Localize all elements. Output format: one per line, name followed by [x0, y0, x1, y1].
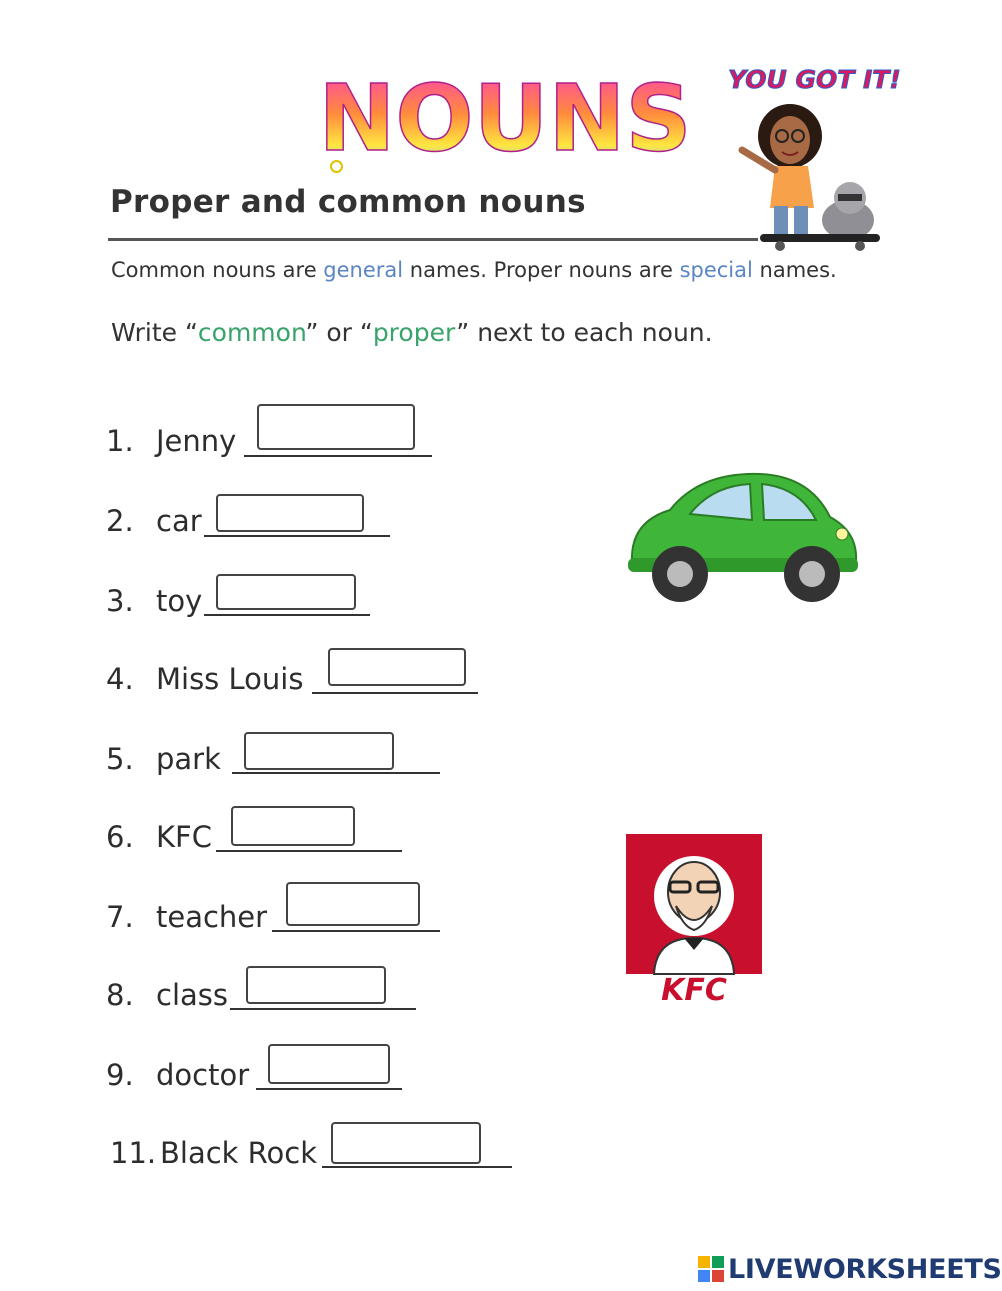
- footer-brand[interactable]: [698, 1254, 1002, 1286]
- answer-underline: [256, 1088, 402, 1090]
- footer-brand-text: LIVEWORKSHEETS: [728, 1254, 1002, 1285]
- item-word: KFC: [156, 820, 212, 854]
- list-item: [106, 662, 303, 696]
- answer-underline: [204, 535, 390, 537]
- you-got-it-sticker: [720, 58, 920, 258]
- divider: [108, 238, 758, 241]
- answer-input-2[interactable]: [216, 494, 364, 532]
- sticker-text: YOU GOT IT!: [728, 65, 901, 94]
- kfc-logo-text: KFC: [661, 973, 727, 1008]
- decorative-dot: [330, 160, 343, 173]
- answer-input-4[interactable]: [328, 648, 466, 686]
- definition-part: names.: [752, 258, 837, 282]
- answer-underline: [322, 1166, 512, 1168]
- answer-input-6[interactable]: [231, 806, 355, 846]
- item-word: Miss Louis: [156, 662, 304, 696]
- title-text: NOUNS: [318, 65, 692, 172]
- answer-input-8[interactable]: [246, 966, 386, 1004]
- answer-input-5[interactable]: [244, 732, 394, 770]
- list-item: [106, 742, 221, 776]
- page-title: [318, 62, 692, 172]
- subtitle: Proper and common nouns: [110, 184, 586, 220]
- answer-input-3[interactable]: [216, 574, 356, 610]
- answer-underline: [232, 772, 440, 774]
- instruction-keyword: proper: [372, 318, 457, 347]
- answer-input-11[interactable]: [331, 1122, 481, 1164]
- instruction-text: [111, 318, 713, 347]
- list-item: [106, 900, 267, 934]
- list-item: [106, 820, 212, 854]
- list-item: [106, 1058, 249, 1092]
- definition-keyword: special: [679, 258, 753, 282]
- list-item: [106, 978, 228, 1012]
- item-word: Jenny: [156, 424, 237, 458]
- definition-text: [111, 258, 837, 282]
- answer-input-7[interactable]: [286, 882, 420, 926]
- item-word: doctor: [156, 1058, 250, 1092]
- green-car-icon: [620, 462, 865, 612]
- nouns-title-art: [318, 62, 692, 172]
- item-word: teacher: [156, 900, 268, 934]
- item-number: 8.: [106, 978, 134, 1012]
- answer-input-9[interactable]: [268, 1044, 390, 1084]
- answer-underline: [244, 455, 432, 457]
- item-number: 1.: [106, 424, 134, 458]
- kfc-logo: [626, 834, 762, 1006]
- item-number: 5.: [106, 742, 134, 776]
- list-item: [110, 1136, 317, 1170]
- item-word: car: [156, 504, 202, 538]
- instruction-part: Write “: [111, 318, 198, 347]
- item-number: 7.: [106, 900, 134, 934]
- item-word: toy: [156, 584, 203, 618]
- instruction-part: ” or “: [305, 318, 373, 347]
- answer-input-1[interactable]: [257, 404, 415, 450]
- item-word: Black Rock: [160, 1136, 318, 1170]
- item-number: 9.: [106, 1058, 134, 1092]
- item-number: 11.: [110, 1136, 157, 1170]
- definition-keyword: general: [323, 258, 404, 282]
- definition-part: Common nouns are: [111, 258, 324, 282]
- list-item: [106, 424, 236, 458]
- instruction-keyword: common: [197, 318, 306, 347]
- answer-underline: [312, 692, 478, 694]
- answer-underline: [216, 850, 402, 852]
- item-number: 4.: [106, 662, 134, 696]
- list-item: [106, 504, 202, 538]
- item-number: 2.: [106, 504, 134, 538]
- instruction-part: ” next to each noun.: [456, 318, 713, 347]
- liveworksheets-logo-icon: [698, 1256, 724, 1282]
- list-item: [106, 584, 202, 618]
- answer-underline: [204, 614, 370, 616]
- definition-part: names. Proper nouns are: [403, 258, 680, 282]
- item-number: 3.: [106, 584, 134, 618]
- item-number: 6.: [106, 820, 134, 854]
- item-word: park: [156, 742, 221, 776]
- answer-underline: [230, 1008, 416, 1010]
- item-word: class: [156, 978, 228, 1012]
- answer-underline: [272, 930, 440, 932]
